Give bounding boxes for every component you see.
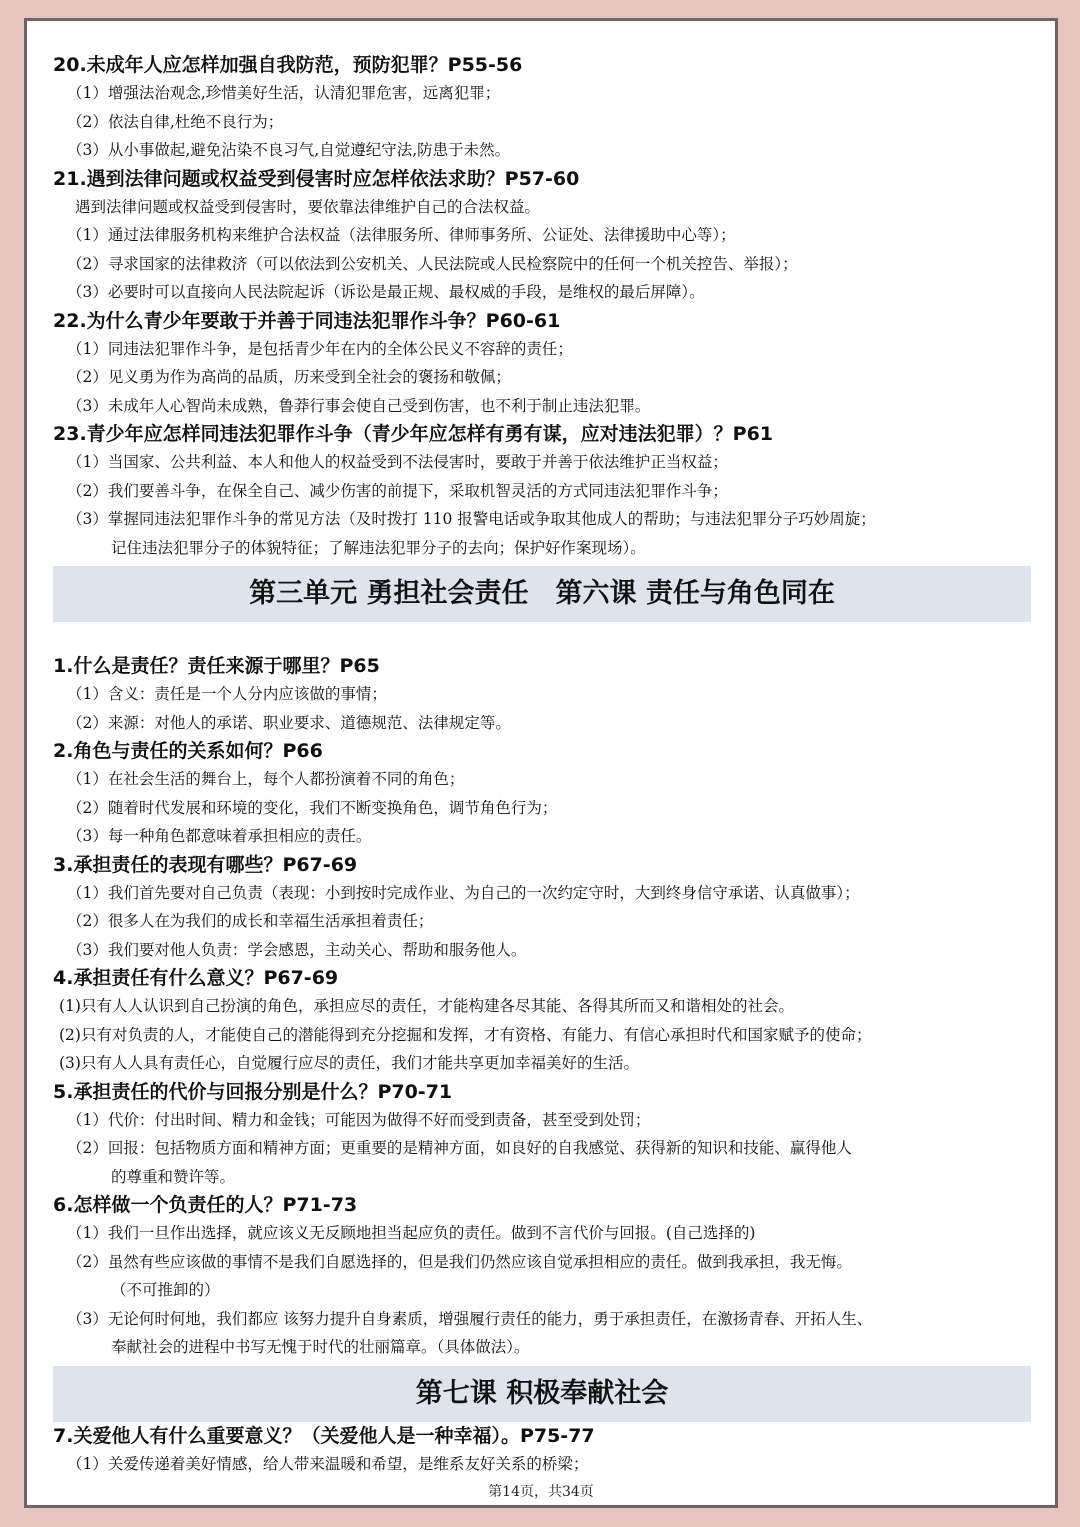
section-banner: 第七课 积极奉献社会 (53, 1366, 1031, 1422)
answer-line: （1）同违法犯罪作斗争，是包括青少年在内的全体公民义不容辞的责任； (67, 339, 573, 358)
answer-line: （3）每一种角色都意味着承担相应的责任。 (67, 827, 372, 845)
answer-line: （2）见义勇为作为高尚的品质，历来受到全社会的褒扬和敬佩； (67, 368, 511, 386)
answer-line: (3)只有人人具有责任心，自觉履行应尽的责任，我们才能共享更加幸福美好的生活。 (59, 1054, 639, 1072)
answer-line: （2）很多人在为我们的成长和幸福生活承担着责任； (67, 912, 434, 930)
answer-line: （2）来源：对他人的承诺、职业要求、道德规范、法律规定等。 (67, 713, 511, 732)
answer-line: 奉献社会的进程中书写无愧于时代的壮丽篇章。（具体做法）。 (111, 1338, 530, 1356)
answer-line: （3）必要时可以直接向人民法院起诉（诉讼是最正规、最权威的手段，是维权的最后屏障）。 (67, 283, 705, 301)
section-banner: 第三单元 勇担社会责任 第六课 责任与角色同在 (53, 566, 1031, 622)
page-footer: 第14页，共34页 (488, 1484, 594, 1500)
question-heading: 3.承担责任的表现有哪些？P67-69 (53, 853, 358, 876)
answer-line: （不可推卸的） (111, 1281, 220, 1299)
question-heading: 1.什么是责任？责任来源于哪里？P65 (53, 655, 380, 677)
answer-line: (1)只有人人认识到自己扮演的角色，承担应尽的责任，才能构建各尽其能、各得其所而又和谐相处的社会。 (59, 997, 794, 1015)
answer-line: （1）含义：责任是一个人分内应该做的事情； (67, 685, 387, 703)
answer-line: （2）随着时代发展和环境的变化，我们不断变换角色，调节角色行为； (67, 798, 558, 817)
answer-line: （3）无论何时何地，我们都应 该努力提升自身素质，增强履行责任的能力，勇于承担责任，在激扬青春、开拓人生、 (67, 1309, 873, 1328)
answer-line: 遇到法律问题或权益受到侵害时，要依靠法律维护自己的合法权益。 (75, 197, 541, 216)
question-heading: 6.怎样做一个负责任的人？P71-73 (53, 1194, 358, 1216)
question-heading: 5.承担责任的代价与回报分别是什么？P70-71 (53, 1080, 453, 1103)
answer-line: （1）我们首先要对自己负责（表现：小到按时完成作业、为自己的一次约定守时，大到终身信守承诺、认真做事）； (67, 883, 860, 902)
answer-line: （1）当国家、公共利益、本人和他人的权益受到不法侵害时，要敢于并善于依法维护正当权益； (67, 453, 728, 471)
question-heading: 21.遇到法律问题或权益受到侵害时应怎样依法求助？P57-60 (53, 167, 580, 190)
answer-line: （1）关爱传递着美好情感，给人带来温暖和希望，是维系友好关系的桥梁； (67, 1454, 589, 1473)
question-heading: 2.角色与责任的关系如何？P66 (53, 740, 323, 762)
question-heading: 23.青少年应怎样同违法犯罪作斗争（青少年应怎样有勇有谋，应对违法犯罪）？P61 (53, 423, 774, 445)
answer-line: （2）寻求国家的法律救济（可以依法到公安机关、人民法院或人民检察院中的任何一个机关控告、举报）； (67, 254, 798, 273)
answer-line: 的尊重和赞许等。 (111, 1167, 236, 1186)
answer-line: （1）在社会生活的舞台上，每个人都扮演着不同的角色； (67, 770, 465, 788)
answer-line: 记住违法犯罪分子的体貌特征；了解违法犯罪分子的去向；保护好作案现场）。 (111, 538, 646, 557)
page-content (53, 51, 1029, 1478)
question-heading: 7.关爱他人有什么重要意义？（关爱他人是一种幸福）。P75-77 (53, 1424, 595, 1447)
question-heading: 4.承担责任有什么意义？P67-69 (53, 967, 339, 989)
answer-line: （3）我们要对他人负责：学会感恩，主动关心、帮助和服务他人。 (67, 940, 527, 959)
answer-line: （2）我们要善斗争，在保全自己、减少伤害的前提下，采取机智灵活的方式同违法犯罪作斗争； (67, 481, 728, 500)
answer-line: （1）我们一旦作出选择，就应该义无反顾地担当起应负的责任。做到不言代价与回报。(自己选择的) (67, 1224, 756, 1242)
question-heading: 22.为什么青少年要敢于并善于同违法犯罪作斗争？P60-61 (53, 309, 561, 332)
document-page (24, 18, 1058, 1508)
answer-line: （2）虽然有些应该做的事情不是我们自愿选择的，但是我们仍然应该自觉承担相应的责任。做到我承担，我无悔。 (67, 1252, 852, 1271)
answer-line: （3）从小事做起,避免沾染不良习气,自觉遵纪守法,防患于未然。 (67, 141, 511, 159)
answer-line: （2）依法自律,杜绝不良行为； (67, 112, 284, 131)
answer-line: （1）通过法律服务机构来维护合法权益（法律服务所、律师事务所、公证处、法律援助中心等）； (67, 226, 736, 244)
question-heading: 20.未成年人应怎样加强自我防范，预防犯罪？P55-56 (53, 54, 523, 76)
answer-line: (2)只有对负责的人，才能使自己的潜能得到充分挖掘和发挥，才有资格、有能力、有信心承担时代和国家赋予的使命； (59, 1025, 872, 1044)
answer-line: （3）掌握同违法犯罪作斗争的常见方法（及时拨打 110 报警电话或争取其他成人的帮助；与违法犯罪分子巧妙周旋； (67, 510, 876, 528)
answer-line: （1）代价：付出时间、精力和金钱；可能因为做得不好而受到责备，甚至受到处罚； (67, 1110, 651, 1129)
answer-line: （1）增强法治观念,珍惜美好生活，认清犯罪危害，远离犯罪； (67, 84, 501, 102)
answer-line: （3）未成年人心智尚未成熟，鲁莽行事会使自己受到伤害，也不利于制止违法犯罪。 (67, 396, 651, 415)
answer-line: （2）回报：包括物质方面和精神方面；更重要的是精神方面，如良好的自我感觉、获得新的知识和技能、赢得他人 (67, 1139, 852, 1157)
